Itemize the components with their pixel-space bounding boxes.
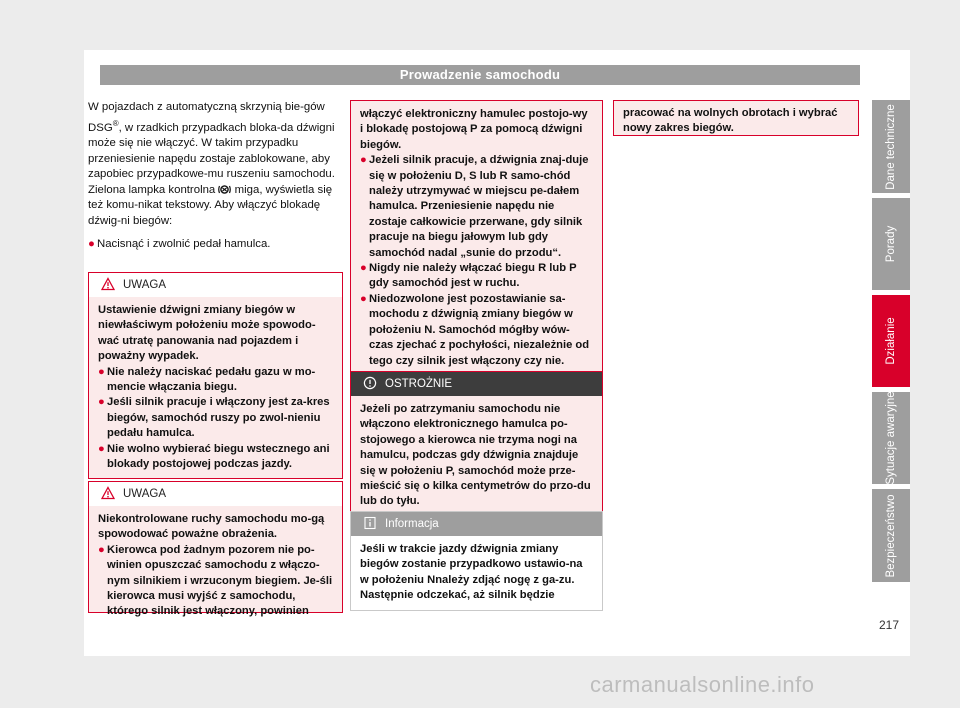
caution-title: OSTROŻNIE — [385, 378, 453, 390]
brake-warning-icon — [218, 185, 231, 194]
tab-dzialanie[interactable] — [872, 295, 910, 387]
warning-box-1 — [88, 272, 343, 479]
list-item — [88, 237, 341, 253]
tab-label: Dane techniczne — [885, 103, 897, 190]
intro-paragraph — [88, 100, 341, 230]
warning-title: UWAGA — [123, 488, 167, 500]
caution-box — [350, 371, 603, 517]
tab-label: Działanie — [885, 317, 897, 365]
intro-text-c: miga, wyświetla się też komu-nikat tekstowy. Aby włączyć blokadę dźwig-ni biegów: — [88, 183, 333, 227]
list-item — [360, 261, 593, 292]
column-1 — [88, 100, 341, 252]
column-3-note — [613, 100, 859, 136]
intro-text-b: , w rzadkich przypadkach bloka-da dźwigni może się nie włączyć. W takim przypadku przeniesienie napędu zostaje zablokowane, aby zapobiec przypadkowe-mu ruszeniu samochodu. Zielona lampka kontrolna — [88, 121, 335, 196]
bullet-text: Niedozwolone jest pozostawianie sa-mochodu z dźwignią zmiany biegów w położeniu N. Samochód mógłby wów-czas zjechać z pochyłości, niezależnie od tego czy silnik jest włączony czy nie. — [369, 292, 590, 367]
bullet-icon: ● — [98, 365, 105, 378]
warning-header — [89, 273, 342, 297]
bullet-icon: ● — [360, 154, 367, 167]
warning-triangle-icon — [101, 486, 115, 500]
exclamation-circle-icon — [363, 376, 377, 390]
info-header — [351, 512, 602, 536]
list-item — [98, 543, 333, 620]
info-body — [351, 536, 602, 610]
warning-text: włączyć elektroniczny hamulec postojo-wy i blokadę postojową P za pomocą dźwigni biegów. — [360, 108, 588, 151]
warning-box-2-continued — [350, 100, 603, 376]
page-number: 217 — [878, 618, 900, 632]
bullet-text: Kierowca pod żadnym pozorem nie po-winien opuszczać samochodu z włączo-nym silnikiem i wrzuconym biegiem. Je-śli kierowca musi wyjść z samochodu, którego silnik jest włączony, powinien — [107, 543, 333, 618]
warning-title: UWAGA — [123, 279, 167, 291]
warning-body — [89, 506, 342, 626]
warning-body — [89, 297, 342, 478]
tab-label: Sytuacje awaryjne — [885, 391, 897, 485]
warning-text: Niekontrolowane ruchy samochodu mo-gą spowodować poważne obrażenia. — [98, 513, 325, 541]
tab-porady[interactable] — [872, 198, 910, 290]
intro-text-a: W pojazdach z automatyczną skrzynią bie-gów DSG — [88, 101, 325, 134]
info-text: Jeśli w trakcie jazdy dźwignia zmiany biegów zostanie przypadkowo ustawio-na w położeniu Nnależy zdjąć nogę z ga-zu. Następnie odczekać, aż silnik będzie — [360, 543, 583, 602]
bullet-icon: ● — [98, 543, 105, 556]
warning-triangle-icon — [101, 277, 115, 291]
warning-body — [351, 101, 602, 375]
bullet-icon: ● — [88, 237, 95, 250]
caution-header — [351, 372, 602, 396]
bullet-text: Jeśli silnik pracuje i włączony jest za-kres biegów, samochód ruszy po zwol-nieniu pedału hamulca. — [107, 396, 330, 440]
warning-box-2 — [88, 481, 343, 618]
bullet-icon: ● — [98, 396, 105, 409]
watermark: carmanualsonline.info — [590, 672, 815, 697]
bullet-text: Nigdy nie należy włączać biegu R lub P gdy samochód jest w ruchu. — [369, 262, 577, 290]
list-item — [360, 292, 593, 369]
info-box — [350, 511, 603, 611]
list-item — [98, 395, 333, 441]
bullet-text: Nacisnąć i zwolnić pedał hamulca. — [97, 237, 271, 250]
bullet-icon: ● — [360, 262, 367, 275]
tab-sytuacje-awaryjne[interactable] — [872, 392, 910, 484]
list-item — [360, 153, 593, 261]
list-item — [98, 365, 333, 396]
info-icon — [363, 516, 377, 530]
caution-text: Jeżeli po zatrzymaniu samochodu nie włączono elektronicznego hamulca po-stojowego a kierowca nie trzyma nogi na hamulcu, podczas gdy dźwignia znajduje się w położeniu P, samochód może prze-mieścić się o kilka centymetrów do przo-du lub do tyłu. — [360, 403, 591, 508]
tab-label: Porady — [885, 225, 897, 263]
bullet-text: Nie wolno wybierać biegu wstecznego ani blokady postojowej podczas jazdy. — [107, 442, 330, 471]
list-item — [98, 442, 333, 473]
bullet-text: Nie należy naciskać pedału gazu w mo-mencie włączania biegu. — [107, 365, 316, 394]
registered-mark: ® — [112, 118, 119, 128]
bullet-icon: ● — [360, 292, 367, 305]
page-header: Prowadzenie samochodu — [100, 65, 860, 85]
warning-header — [89, 482, 342, 506]
note-text: pracować na wolnych obrotach i wybrać nowy zakres biegów. — [623, 107, 838, 135]
tab-dane-techniczne[interactable] — [872, 100, 910, 193]
bullet-text: Jeżeli silnik pracuje, a dźwignia znaj-duje się w położeniu D, S lub R samo-chód należy utrzymywać w miejscu pe-dałem hamulca. Przeniesienie napędu nie zostaje całkowicie przerwane, gdy silnik pracuje na biegu jałowym lub gdy samochód nadal „sunie do przodu“. — [369, 154, 589, 259]
warning-text: Ustawienie dźwigni zmiany biegów w niewłaściwym położeniu może spowodo-wać utratę panowania nad pojazdem i poważny wypadek. — [98, 304, 316, 363]
bullet-icon: ● — [98, 442, 105, 455]
tab-label: Bezpieczeństwo — [885, 493, 897, 578]
tab-bezpieczenstwo[interactable] — [872, 489, 910, 582]
info-title: Informacja — [385, 518, 439, 530]
caution-body — [351, 396, 602, 516]
